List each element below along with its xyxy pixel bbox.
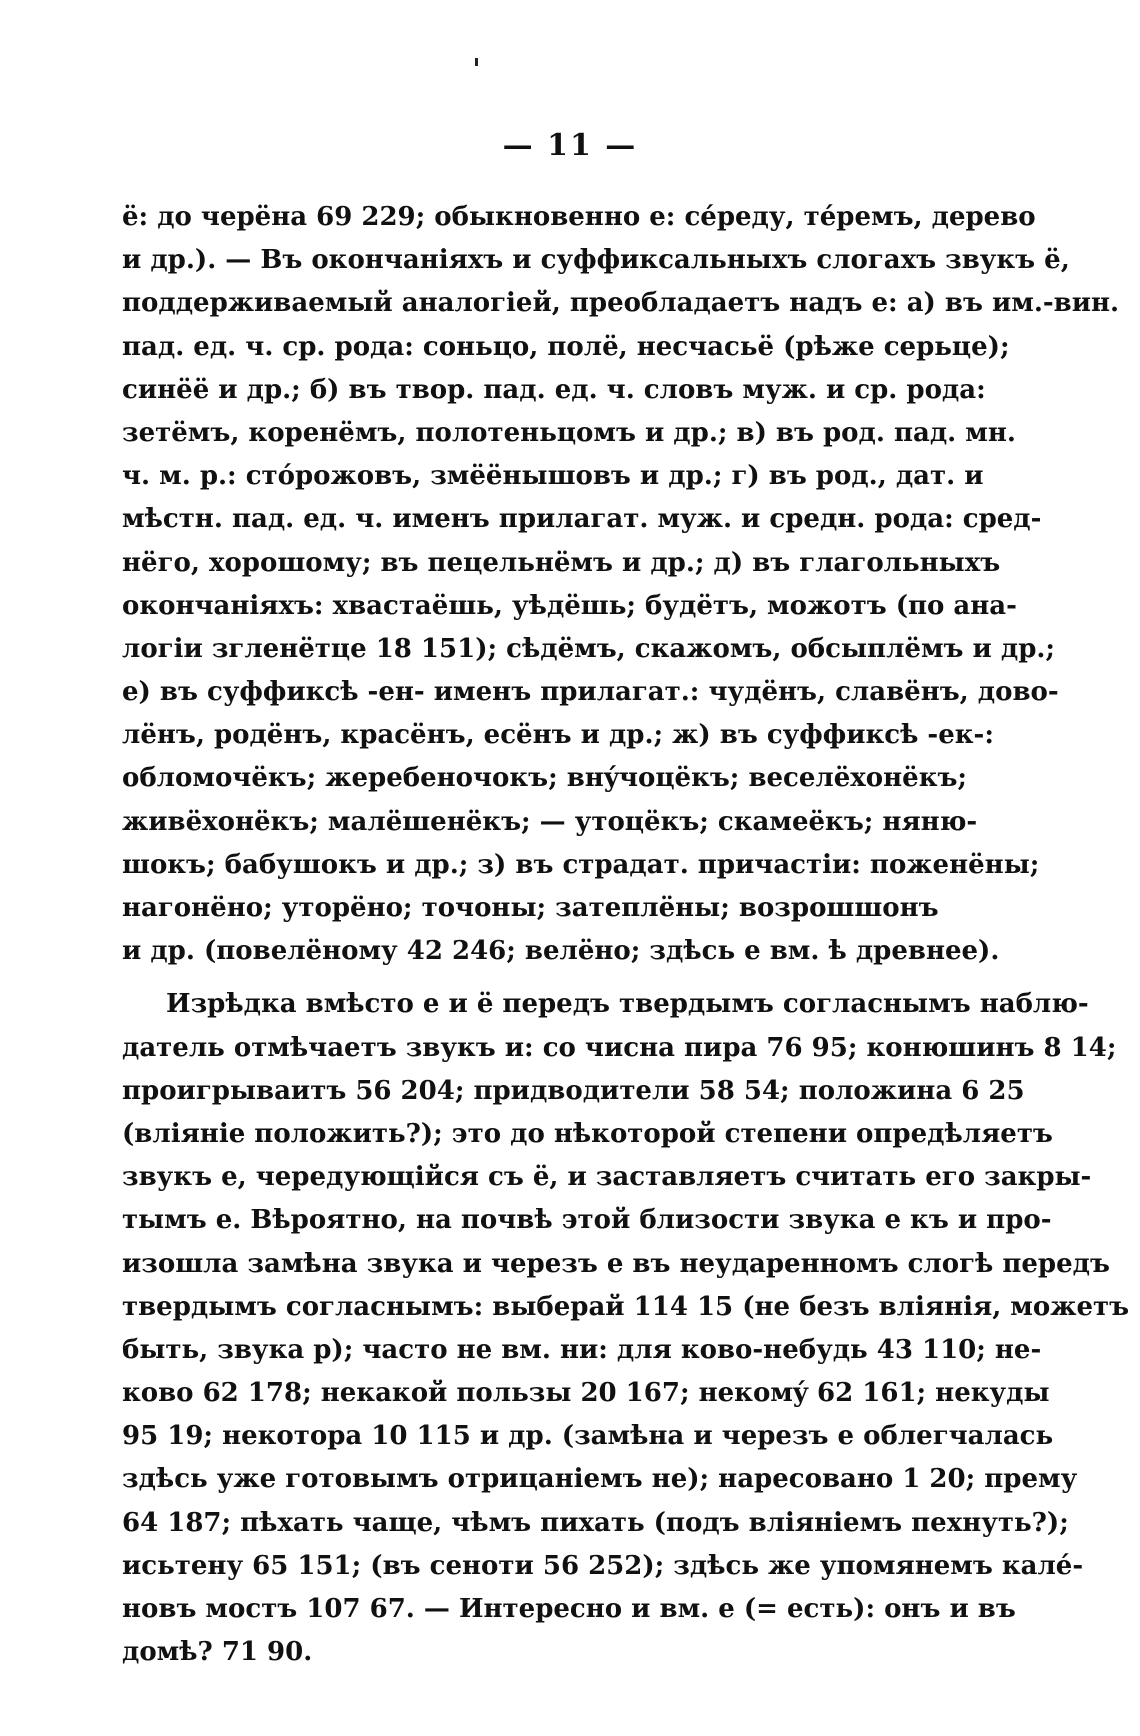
- text-line: Изрѣдка вмѣсто е и ё передъ твердымъ согласнымъ наблю-: [166, 989, 1089, 1020]
- paragraph: [122, 983, 1130, 1674]
- paragraph: [122, 196, 1120, 973]
- text-line: домѣ? 71 90.: [122, 1637, 313, 1668]
- text-line: живёхонёкъ; малёшенёкъ; — утоцёкъ; скамеёкъ; няню-: [122, 806, 978, 837]
- text-line: (вліяніе положить?); это до нѣкоторой степени опредѣляетъ: [122, 1118, 1053, 1149]
- text-line: пад. ед. ч. ср. рода: соньцо, полё, несчасьё (рѣже серьце);: [122, 331, 1010, 362]
- text-line: проигрываитъ 56 204; придводители 58 54; положина 6 25: [122, 1075, 1025, 1106]
- body-text: [122, 196, 1130, 1674]
- text-line: ч. м. р.: стóрожовъ, змёёнышовъ и др.; г) въ род., дат. и: [122, 461, 984, 492]
- print-speck: [475, 58, 478, 66]
- text-line: окончаніяхъ: хвастаёшь, уѣдёшь; будётъ, можотъ (по ана-: [122, 590, 1017, 621]
- text-line: шокъ; бабушокъ и др.; з) въ страдат. причастіи: поженёны;: [122, 849, 1040, 880]
- text-line: 95 19; некотора 10 115 и др. (замѣна и черезъ е облегчалась: [122, 1421, 1054, 1452]
- text-line: твердымъ согласнымъ: выберай 114 15 (не безъ вліянія, можетъ: [122, 1291, 1130, 1322]
- text-line: нагонёно; уторёно; точоны; затеплёны; возрошшонъ: [122, 893, 939, 923]
- text-line: новъ мостъ 107 67. — Интересно и вм. е (= есть): онъ и въ: [122, 1594, 1016, 1624]
- text-line: лёнъ, родёнъ, красёнъ, есёнъ и др.; ж) въ суффиксѣ -ек-:: [122, 720, 994, 751]
- text-line: быть, звука р); часто не вм. ни: для ково-небудь 43 110; не-: [122, 1334, 1042, 1365]
- text-line: ково 62 178; некакой пользы 20 167; некомý 62 161; некуды: [122, 1378, 1050, 1409]
- text-line: зетёмъ, коренёмъ, полотеньцомъ и др.; в) въ род. пад. мн.: [122, 417, 1016, 448]
- text-line: и др.). — Въ окончаніяхъ и суффиксальныхъ слогахъ звукъ ё,: [122, 245, 1070, 276]
- text-line: мѣстн. пад. ед. ч. именъ прилагат. муж. и средн. рода: сред-: [122, 504, 1042, 535]
- text-line: нёго, хорошому; въ пецельнёмъ и др.; д) въ глагольныхъ: [122, 547, 1001, 578]
- text-line: ё: до черёна 69 229; обыкновенно е: сéреду, тéремъ, дерево: [122, 202, 1036, 232]
- text-line: тымъ е. Вѣроятно, на почвѣ этой близости звука е къ и про-: [122, 1205, 1052, 1236]
- page-number: — 11 —: [502, 128, 638, 163]
- text-line: звукъ е, чередующійся съ ё, и заставляетъ считать его закры-: [122, 1162, 1092, 1193]
- text-line: и др. (повелёному 42 246; велёно; здѣсь е вм. ѣ древнее).: [122, 936, 1000, 967]
- text-line: поддерживаемый аналогіей, преобладаетъ надъ е: а) въ им.-вин.: [122, 288, 1120, 319]
- text-line: 64 187; пѣхать чаще, чѣмъ пихать (подъ вліяніемъ пехнуть?);: [122, 1507, 1069, 1538]
- paragraph-gap: [122, 973, 906, 983]
- text-line: изошла замѣна звука и черезъ е въ неударенномъ слогѣ передъ: [122, 1248, 1110, 1279]
- text-line: исьтену 65 151; (въ сеноти 56 252); здѣсь же упомянемъ калé-: [122, 1550, 1084, 1581]
- text-line: здѣсь уже готовымъ отрицаніемъ не); наресовано 1 20; прему: [122, 1464, 1078, 1495]
- text-line: синёё и др.; б) въ твор. пад. ед. ч. словъ муж. и ср. рода:: [122, 374, 986, 405]
- text-line: датель отмѣчаетъ звукъ и: со чисна пира 76 95; конюшинъ 8 14;: [122, 1032, 1117, 1063]
- text-line: обломочёкъ; жеребеночокъ; внýчоцёкъ; веселёхонёкъ;: [122, 763, 968, 794]
- text-line: е) въ суффиксѣ -ен- именъ прилагат.: чудёнъ, славёнъ, дово-: [122, 677, 1059, 708]
- text-line: логіи зглeнётце 18 151); сѣдёмъ, скажомъ, обсыплёмъ и др.;: [122, 633, 1056, 664]
